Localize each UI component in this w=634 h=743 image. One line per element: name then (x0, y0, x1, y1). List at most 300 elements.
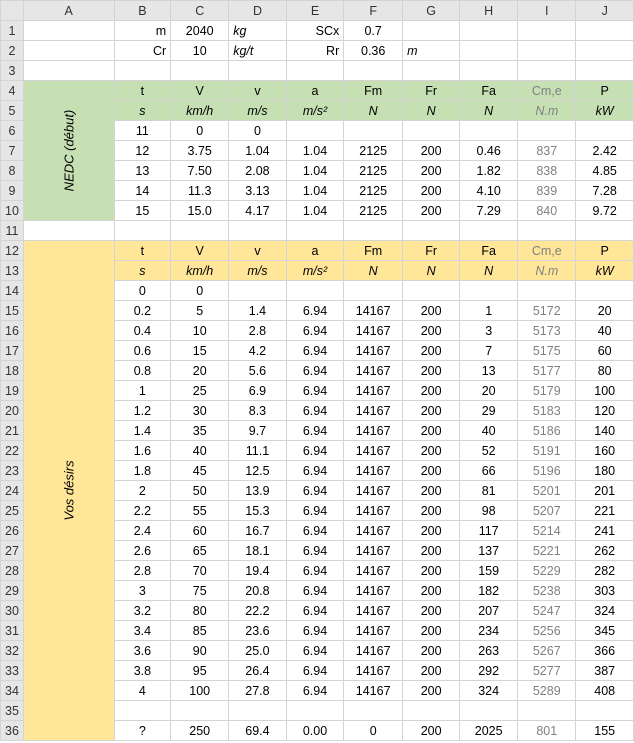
column-header-C[interactable]: C (171, 1, 229, 21)
cell-J34[interactable]: 408 (576, 681, 634, 701)
cell-D29[interactable]: 20.8 (229, 581, 287, 601)
cell-E26[interactable]: 6.94 (286, 521, 344, 541)
cell-D13[interactable]: m/s (229, 261, 287, 281)
cell-E16[interactable]: 6.94 (286, 321, 344, 341)
row-header[interactable]: 4 (1, 81, 24, 101)
cell-A3[interactable] (23, 61, 114, 81)
cell-D31[interactable]: 23.6 (229, 621, 287, 641)
cell-E22[interactable]: 6.94 (286, 441, 344, 461)
cell-E1[interactable]: SCx (286, 21, 344, 41)
cell-B30[interactable]: 3.2 (114, 601, 171, 621)
cell-B17[interactable]: 0.6 (114, 341, 171, 361)
cell-G7[interactable]: 200 (403, 141, 460, 161)
cell-D20[interactable]: 8.3 (229, 401, 287, 421)
cell-F9[interactable]: 2125 (344, 181, 403, 201)
cell-D4[interactable]: v (229, 81, 287, 101)
cell-D9[interactable]: 3.13 (229, 181, 287, 201)
cell-H24[interactable]: 81 (460, 481, 518, 501)
cell-B5[interactable]: s (114, 101, 171, 121)
cell-I2[interactable] (518, 41, 576, 61)
cell-H11[interactable] (460, 221, 518, 241)
cell-G14[interactable] (403, 281, 460, 301)
cell-G5[interactable]: N (403, 101, 460, 121)
cell-H31[interactable]: 234 (460, 621, 518, 641)
cell-I22[interactable]: 5191 (518, 441, 576, 461)
cell-E11[interactable] (286, 221, 344, 241)
cell-G26[interactable]: 200 (403, 521, 460, 541)
cell-A1[interactable] (23, 21, 114, 41)
cell-G34[interactable]: 200 (403, 681, 460, 701)
cell-I29[interactable]: 5238 (518, 581, 576, 601)
cell-I19[interactable]: 5179 (518, 381, 576, 401)
cell-D27[interactable]: 18.1 (229, 541, 287, 561)
cell-F29[interactable]: 14167 (344, 581, 403, 601)
cell-B32[interactable]: 3.6 (114, 641, 171, 661)
cell-C32[interactable]: 90 (171, 641, 229, 661)
cell-D30[interactable]: 22.2 (229, 601, 287, 621)
cell-D11[interactable] (229, 221, 287, 241)
cell-G22[interactable]: 200 (403, 441, 460, 461)
cell-F14[interactable] (344, 281, 403, 301)
row-header[interactable]: 16 (1, 321, 24, 341)
cell-J33[interactable]: 387 (576, 661, 634, 681)
cell-F33[interactable]: 14167 (344, 661, 403, 681)
cell-G35[interactable] (403, 701, 460, 721)
cell-D16[interactable]: 2.8 (229, 321, 287, 341)
cell-I9[interactable]: 839 (518, 181, 576, 201)
row-header[interactable]: 1 (1, 21, 24, 41)
cell-H35[interactable] (460, 701, 518, 721)
cell-H14[interactable] (460, 281, 518, 301)
cell-G11[interactable] (403, 221, 460, 241)
cell-F16[interactable]: 14167 (344, 321, 403, 341)
cell-E13[interactable]: m/s² (286, 261, 344, 281)
cell-F3[interactable] (344, 61, 403, 81)
cell-E28[interactable]: 6.94 (286, 561, 344, 581)
cell-C24[interactable]: 50 (171, 481, 229, 501)
row-header[interactable]: 31 (1, 621, 24, 641)
cell-B11[interactable] (114, 221, 171, 241)
cell-E34[interactable]: 6.94 (286, 681, 344, 701)
cell-A2[interactable] (23, 41, 114, 61)
cell-F36[interactable]: 0 (344, 721, 403, 741)
cell-F23[interactable]: 14167 (344, 461, 403, 481)
cell-J26[interactable]: 241 (576, 521, 634, 541)
row-header[interactable]: 28 (1, 561, 24, 581)
column-header-G[interactable]: G (403, 1, 460, 21)
cell-G31[interactable]: 200 (403, 621, 460, 641)
cell-H21[interactable]: 40 (460, 421, 518, 441)
cell-C18[interactable]: 20 (171, 361, 229, 381)
cell-J17[interactable]: 60 (576, 341, 634, 361)
cell-F20[interactable]: 14167 (344, 401, 403, 421)
cell-D24[interactable]: 13.9 (229, 481, 287, 501)
cell-H10[interactable]: 7.29 (460, 201, 518, 221)
cell-H1[interactable] (460, 21, 518, 41)
cell-B36[interactable]: ? (114, 721, 171, 741)
cell-G23[interactable]: 200 (403, 461, 460, 481)
cell-F26[interactable]: 14167 (344, 521, 403, 541)
cell-J28[interactable]: 282 (576, 561, 634, 581)
cell-E36[interactable]: 0.00 (286, 721, 344, 741)
cell-H20[interactable]: 29 (460, 401, 518, 421)
cell-B20[interactable]: 1.2 (114, 401, 171, 421)
cell-J25[interactable]: 221 (576, 501, 634, 521)
cell-G13[interactable]: N (403, 261, 460, 281)
cell-C3[interactable] (171, 61, 229, 81)
cell-B1[interactable]: m (114, 21, 171, 41)
cell-F27[interactable]: 14167 (344, 541, 403, 561)
cell-H36[interactable]: 2025 (460, 721, 518, 741)
cell-H27[interactable]: 137 (460, 541, 518, 561)
cell-C33[interactable]: 95 (171, 661, 229, 681)
cell-F21[interactable]: 14167 (344, 421, 403, 441)
cell-B16[interactable]: 0.4 (114, 321, 171, 341)
cell-D2[interactable]: kg/t (229, 41, 287, 61)
cell-I23[interactable]: 5196 (518, 461, 576, 481)
cell-I5[interactable]: N.m (518, 101, 576, 121)
cell-J22[interactable]: 160 (576, 441, 634, 461)
cell-C2[interactable]: 10 (171, 41, 229, 61)
cell-I3[interactable] (518, 61, 576, 81)
cell-F6[interactable] (344, 121, 403, 141)
cell-G33[interactable]: 200 (403, 661, 460, 681)
cell-F17[interactable]: 14167 (344, 341, 403, 361)
cell-G15[interactable]: 200 (403, 301, 460, 321)
cell-F32[interactable]: 14167 (344, 641, 403, 661)
cell-G20[interactable]: 200 (403, 401, 460, 421)
cell-E10[interactable]: 1.04 (286, 201, 344, 221)
cell-J21[interactable]: 140 (576, 421, 634, 441)
cell-F30[interactable]: 14167 (344, 601, 403, 621)
cell-E33[interactable]: 6.94 (286, 661, 344, 681)
cell-E25[interactable]: 6.94 (286, 501, 344, 521)
cell-G27[interactable]: 200 (403, 541, 460, 561)
cell-I7[interactable]: 837 (518, 141, 576, 161)
cell-J7[interactable]: 2.42 (576, 141, 634, 161)
cell-I35[interactable] (518, 701, 576, 721)
cell-C15[interactable]: 5 (171, 301, 229, 321)
cell-F15[interactable]: 14167 (344, 301, 403, 321)
cell-C36[interactable]: 250 (171, 721, 229, 741)
cell-C27[interactable]: 65 (171, 541, 229, 561)
row-header[interactable]: 34 (1, 681, 24, 701)
cell-D17[interactable]: 4.2 (229, 341, 287, 361)
row-header[interactable]: 36 (1, 721, 24, 741)
cell-G17[interactable]: 200 (403, 341, 460, 361)
row-header[interactable]: 3 (1, 61, 24, 81)
row-header[interactable]: 12 (1, 241, 24, 261)
cell-H26[interactable]: 117 (460, 521, 518, 541)
cell-B34[interactable]: 4 (114, 681, 171, 701)
cell-I13[interactable]: N.m (518, 261, 576, 281)
cell-C4[interactable]: V (171, 81, 229, 101)
row-header[interactable]: 22 (1, 441, 24, 461)
cell-J1[interactable] (576, 21, 634, 41)
cell-D21[interactable]: 9.7 (229, 421, 287, 441)
cell-J12[interactable]: P (576, 241, 634, 261)
cell-C23[interactable]: 45 (171, 461, 229, 481)
cell-G19[interactable]: 200 (403, 381, 460, 401)
cell-C13[interactable]: km/h (171, 261, 229, 281)
cell-C34[interactable]: 100 (171, 681, 229, 701)
cell-D32[interactable]: 25.0 (229, 641, 287, 661)
cell-G12[interactable]: Fr (403, 241, 460, 261)
row-header[interactable]: 33 (1, 661, 24, 681)
cell-F25[interactable]: 14167 (344, 501, 403, 521)
cell-H18[interactable]: 13 (460, 361, 518, 381)
cell-B10[interactable]: 15 (114, 201, 171, 221)
cell-E32[interactable]: 6.94 (286, 641, 344, 661)
row-header[interactable]: 7 (1, 141, 24, 161)
cell-J19[interactable]: 100 (576, 381, 634, 401)
cell-B19[interactable]: 1 (114, 381, 171, 401)
cell-D3[interactable] (229, 61, 287, 81)
cell-C7[interactable]: 3.75 (171, 141, 229, 161)
cell-C20[interactable]: 30 (171, 401, 229, 421)
cell-J2[interactable] (576, 41, 634, 61)
cell-E15[interactable]: 6.94 (286, 301, 344, 321)
cell-H15[interactable]: 1 (460, 301, 518, 321)
row-header[interactable]: 20 (1, 401, 24, 421)
cell-B23[interactable]: 1.8 (114, 461, 171, 481)
cell-E3[interactable] (286, 61, 344, 81)
cell-D12[interactable]: v (229, 241, 287, 261)
cell-C12[interactable]: V (171, 241, 229, 261)
cell-F2[interactable]: 0.36 (344, 41, 403, 61)
cell-I11[interactable] (518, 221, 576, 241)
cell-J5[interactable]: kW (576, 101, 634, 121)
cell-E14[interactable] (286, 281, 344, 301)
cell-J35[interactable] (576, 701, 634, 721)
cell-I33[interactable]: 5277 (518, 661, 576, 681)
cell-G29[interactable]: 200 (403, 581, 460, 601)
cell-H17[interactable]: 7 (460, 341, 518, 361)
cell-C16[interactable]: 10 (171, 321, 229, 341)
cell-E2[interactable]: Rr (286, 41, 344, 61)
column-header-B[interactable]: B (114, 1, 171, 21)
column-header-D[interactable]: D (229, 1, 287, 21)
cell-F1[interactable]: 0.7 (344, 21, 403, 41)
row-header[interactable]: 21 (1, 421, 24, 441)
cell-I8[interactable]: 838 (518, 161, 576, 181)
cell-C19[interactable]: 25 (171, 381, 229, 401)
cell-C14[interactable]: 0 (171, 281, 229, 301)
cell-B18[interactable]: 0.8 (114, 361, 171, 381)
cell-F11[interactable] (344, 221, 403, 241)
cell-B7[interactable]: 12 (114, 141, 171, 161)
cell-B9[interactable]: 14 (114, 181, 171, 201)
cell-B12[interactable]: t (114, 241, 171, 261)
cell-C5[interactable]: km/h (171, 101, 229, 121)
cell-G18[interactable]: 200 (403, 361, 460, 381)
cell-I32[interactable]: 5267 (518, 641, 576, 661)
cell-E29[interactable]: 6.94 (286, 581, 344, 601)
cell-E5[interactable]: m/s² (286, 101, 344, 121)
cell-B3[interactable] (114, 61, 171, 81)
row-header[interactable]: 10 (1, 201, 24, 221)
select-all-corner[interactable] (1, 1, 24, 21)
cell-B4[interactable]: t (114, 81, 171, 101)
cell-G6[interactable] (403, 121, 460, 141)
cell-I21[interactable]: 5186 (518, 421, 576, 441)
cell-H9[interactable]: 4.10 (460, 181, 518, 201)
cell-F18[interactable]: 14167 (344, 361, 403, 381)
cell-I26[interactable]: 5214 (518, 521, 576, 541)
cell-E24[interactable]: 6.94 (286, 481, 344, 501)
cell-D6[interactable]: 0 (229, 121, 287, 141)
cell-J15[interactable]: 20 (576, 301, 634, 321)
cell-J24[interactable]: 201 (576, 481, 634, 501)
cell-B28[interactable]: 2.8 (114, 561, 171, 581)
row-header[interactable]: 32 (1, 641, 24, 661)
cell-H16[interactable]: 3 (460, 321, 518, 341)
cell-H13[interactable]: N (460, 261, 518, 281)
cell-J6[interactable] (576, 121, 634, 141)
cell-B21[interactable]: 1.4 (114, 421, 171, 441)
cell-D8[interactable]: 2.08 (229, 161, 287, 181)
cell-G25[interactable]: 200 (403, 501, 460, 521)
cell-I10[interactable]: 840 (518, 201, 576, 221)
row-header[interactable]: 6 (1, 121, 24, 141)
cell-I14[interactable] (518, 281, 576, 301)
cell-I34[interactable]: 5289 (518, 681, 576, 701)
cell-G28[interactable]: 200 (403, 561, 460, 581)
cell-G24[interactable]: 200 (403, 481, 460, 501)
cell-H3[interactable] (460, 61, 518, 81)
cell-F4[interactable]: Fm (344, 81, 403, 101)
cell-G10[interactable]: 200 (403, 201, 460, 221)
cell-E7[interactable]: 1.04 (286, 141, 344, 161)
row-header[interactable]: 2 (1, 41, 24, 61)
cell-B24[interactable]: 2 (114, 481, 171, 501)
column-header-F[interactable]: F (344, 1, 403, 21)
cell-H23[interactable]: 66 (460, 461, 518, 481)
nedc-section-band[interactable] (23, 81, 114, 221)
cell-B26[interactable]: 2.4 (114, 521, 171, 541)
cell-B29[interactable]: 3 (114, 581, 171, 601)
cell-D7[interactable]: 1.04 (229, 141, 287, 161)
cell-G8[interactable]: 200 (403, 161, 460, 181)
cell-E35[interactable] (286, 701, 344, 721)
cell-J16[interactable]: 40 (576, 321, 634, 341)
cell-B25[interactable]: 2.2 (114, 501, 171, 521)
cell-A11[interactable] (23, 221, 114, 241)
cell-D5[interactable]: m/s (229, 101, 287, 121)
cell-C11[interactable] (171, 221, 229, 241)
cell-F5[interactable]: N (344, 101, 403, 121)
cell-I18[interactable]: 5177 (518, 361, 576, 381)
cell-D28[interactable]: 19.4 (229, 561, 287, 581)
cell-F34[interactable]: 14167 (344, 681, 403, 701)
cell-C28[interactable]: 70 (171, 561, 229, 581)
cell-E6[interactable] (286, 121, 344, 141)
cell-C26[interactable]: 60 (171, 521, 229, 541)
cell-I1[interactable] (518, 21, 576, 41)
column-header-J[interactable]: J (576, 1, 634, 21)
cell-E20[interactable]: 6.94 (286, 401, 344, 421)
cell-I31[interactable]: 5256 (518, 621, 576, 641)
cell-G21[interactable]: 200 (403, 421, 460, 441)
cell-J11[interactable] (576, 221, 634, 241)
row-header[interactable]: 14 (1, 281, 24, 301)
cell-H34[interactable]: 324 (460, 681, 518, 701)
row-header[interactable]: 24 (1, 481, 24, 501)
cell-J20[interactable]: 120 (576, 401, 634, 421)
cell-G9[interactable]: 200 (403, 181, 460, 201)
cell-I28[interactable]: 5229 (518, 561, 576, 581)
cell-D14[interactable] (229, 281, 287, 301)
cell-E23[interactable]: 6.94 (286, 461, 344, 481)
cell-C25[interactable]: 55 (171, 501, 229, 521)
cell-H33[interactable]: 292 (460, 661, 518, 681)
cell-H32[interactable]: 263 (460, 641, 518, 661)
cell-E18[interactable]: 6.94 (286, 361, 344, 381)
row-header[interactable]: 8 (1, 161, 24, 181)
column-header-I[interactable]: I (518, 1, 576, 21)
cell-I16[interactable]: 5173 (518, 321, 576, 341)
cell-B14[interactable]: 0 (114, 281, 171, 301)
row-header[interactable]: 11 (1, 221, 24, 241)
cell-F8[interactable]: 2125 (344, 161, 403, 181)
cell-D15[interactable]: 1.4 (229, 301, 287, 321)
row-header[interactable]: 30 (1, 601, 24, 621)
cell-H4[interactable]: Fa (460, 81, 518, 101)
row-header[interactable]: 5 (1, 101, 24, 121)
row-header[interactable]: 26 (1, 521, 24, 541)
cell-F31[interactable]: 14167 (344, 621, 403, 641)
cell-F22[interactable]: 14167 (344, 441, 403, 461)
column-header-E[interactable]: E (286, 1, 344, 21)
cell-F7[interactable]: 2125 (344, 141, 403, 161)
cell-D18[interactable]: 5.6 (229, 361, 287, 381)
cell-D1[interactable]: kg (229, 21, 287, 41)
cell-J13[interactable]: kW (576, 261, 634, 281)
cell-H25[interactable]: 98 (460, 501, 518, 521)
cell-E9[interactable]: 1.04 (286, 181, 344, 201)
cell-D25[interactable]: 15.3 (229, 501, 287, 521)
cell-I6[interactable] (518, 121, 576, 141)
cell-C6[interactable]: 0 (171, 121, 229, 141)
cell-F28[interactable]: 14167 (344, 561, 403, 581)
cell-J27[interactable]: 262 (576, 541, 634, 561)
cell-H5[interactable]: N (460, 101, 518, 121)
row-header[interactable]: 35 (1, 701, 24, 721)
cell-I27[interactable]: 5221 (518, 541, 576, 561)
cell-F24[interactable]: 14167 (344, 481, 403, 501)
cell-G30[interactable]: 200 (403, 601, 460, 621)
cell-J18[interactable]: 80 (576, 361, 634, 381)
desires-section-band[interactable] (23, 241, 114, 741)
cell-H12[interactable]: Fa (460, 241, 518, 261)
row-header[interactable]: 19 (1, 381, 24, 401)
cell-E8[interactable]: 1.04 (286, 161, 344, 181)
column-header-A[interactable]: A (23, 1, 114, 21)
cell-E4[interactable]: a (286, 81, 344, 101)
cell-C35[interactable] (171, 701, 229, 721)
cell-I12[interactable]: Cm,e (518, 241, 576, 261)
cell-G2[interactable]: m (403, 41, 460, 61)
cell-H19[interactable]: 20 (460, 381, 518, 401)
cell-B15[interactable]: 0.2 (114, 301, 171, 321)
cell-E31[interactable]: 6.94 (286, 621, 344, 641)
row-header[interactable]: 18 (1, 361, 24, 381)
cell-J36[interactable]: 155 (576, 721, 634, 741)
cell-E12[interactable]: a (286, 241, 344, 261)
cell-H22[interactable]: 52 (460, 441, 518, 461)
cell-H2[interactable] (460, 41, 518, 61)
cell-G32[interactable]: 200 (403, 641, 460, 661)
